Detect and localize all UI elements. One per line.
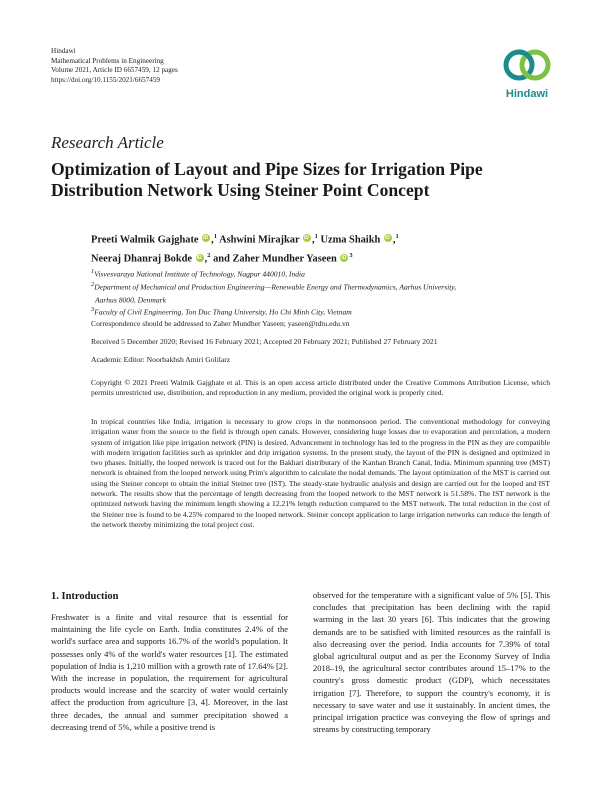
affiliation: $^3$Faculty of Civil Engineering, Ton Duc Thang University, Ho Chi Minh City, Vietnam — [91, 306, 352, 318]
volume-info: Volume 2021, Article ID 6657459, 12 pages — [51, 66, 178, 75]
orcid-icon[interactable] — [340, 254, 348, 262]
intro-right-column: observed for the temperature with a significant value of 5% [5]. This concludes that precipitation has been declining with the rapid warming in the last 30 years [6]. This indicates that the growing demands are to be satisfied with limited resources as the rainfall is also decreasing over the period. India accounts for 7.39% of total global agricultural output and as per the Economy Survey of India 2018–19, the agricultural sector contributes around 15–17% to the country's gross domestic product (GDP), which necessitates irrigation [7]. Therefore, to support the country's economy, it is necessary to save water and use it sustainably. In ancient times, the principal irrigation practice was conveying the flow of springs and streams by constructing temporary — [313, 590, 550, 735]
author-name[interactable]: and Zaher Mundher Yaseen — [213, 253, 337, 265]
affiliation: Aarhus 8000, Denmark — [95, 295, 166, 305]
abstract: In tropical countries like India, irrigation is necessary to grow crops in the nonmonsoon period. The conventional methodology for conveying irrigation water from the source to the field is through open canals. However, considering huge losses due to evaporation and percolation, a modern system of irrigation like pipe irrigation network (PIN) is desired. Advancement in technology has led to the progress in the PIN as they are compatible with modern irrigation facilities such as sprinkler and drip irrigation systems. In the present study, the layout of the PIN is designed and optimized in two phases. Initially, the looped network is traced out for the Bakhari distributary of the Kanhan Branch Canal, India. Minimum spanning tree (MST) network is obtained from the looped network using Prim's algorithm to calculate the nodal demands. The layout optimization of the MST is carried out using the Steiner concept to obtain the initial Steiner tree (IST). The steady-state hydraulic analysis and design are carried out for the looped and IST network. The results show that the percentage of length decreasing from the looped network to the MST network is 51.58%. The IST network is the optimized network having the minimum length showing a 12.21% length reduction compared to the MST network. The total reduction in the cost of the Steiner tree is found to be 4.25% compared to the looped network. Steiner concept application to large irrigation networks can reduce the length of the network thereby minimizing the total project cost. — [91, 417, 550, 529]
orcid-icon[interactable] — [202, 234, 210, 242]
publisher-name: Hindawi — [51, 47, 76, 55]
publication-dates: Received 5 December 2020; Revised 16 February 2021; Accepted 20 February 2021; Published 27 February 2021 — [91, 337, 438, 346]
author-line-2: Neeraj Dhanraj Bokde iD ,$^2$ and Zaher Mundher Yaseen iD $^3$ — [91, 248, 551, 267]
orcid-icon[interactable] — [303, 234, 311, 242]
author-name[interactable]: Preeti Walmik Gajghate — [91, 234, 199, 246]
author-line-1: Preeti Walmik Gajghate iD ,$^1$ Ashwini Mirajkar iD ,$^1$ Uzma Shaikh iD ,$^1$ — [91, 229, 551, 248]
orcid-icon[interactable] — [384, 234, 392, 242]
copyright-notice: Copyright © 2021 Preeti Walmik Gajghate et al. This is an open access article distributed under the Creative Commons Attribution License, which permits unrestricted use, distribution, and reproduction in any medium, provided the original work is properly cited. — [91, 378, 550, 398]
academic-editor: Academic Editor: Noorbakhsh Amiri Golilarz — [91, 355, 231, 364]
section-heading: 1. Introduction — [51, 591, 119, 602]
author-name[interactable]: Ashwini Mirajkar — [219, 234, 300, 246]
affiliation: $^1$Visvesvaraya National Institute of Technology, Nagpur 440010, India — [91, 268, 305, 279]
title-line-2: Distribution Network Using Steiner Point Concept — [51, 180, 430, 200]
hindawi-logo — [495, 44, 559, 104]
author-name[interactable]: Neeraj Dhanraj Bokde — [91, 253, 193, 265]
doi-link[interactable]: https://doi.org/10.1155/2021/6657459 — [51, 75, 161, 84]
affiliations — [91, 267, 561, 318]
title-line-1: Optimization of Layout and Pipe Sizes for Irrigation Pipe — [51, 159, 483, 179]
author-name[interactable]: Uzma Shaikh — [320, 234, 381, 246]
author-list — [91, 229, 551, 268]
article-type: Research Article — [51, 133, 164, 152]
orcid-icon[interactable] — [196, 254, 204, 262]
article-title — [51, 159, 551, 201]
hindawi-logo-icon — [495, 44, 559, 88]
correspondence: Correspondence should be addressed to Zaher Mundher Yaseen; yaseen@tdtu.edu.vn — [91, 319, 350, 328]
logo-wordmark: Hindawi — [505, 88, 549, 100]
affiliation: $^2$Department of Mechanical and Production Engineering—Renewable Energy and Thermodynamics, Aarhus University, — [91, 280, 457, 292]
journal-meta — [51, 47, 178, 85]
intro-left-column: Freshwater is a finite and vital resource that is essential for maintaining the life cycle on Earth. India constitutes 2.4% of the world's surface area and supports 16.7% of the world's population. It possesses only 4% of the world's water resources [1]. The estimated population of India is 1,210 million with a growth rate of 17.64% [2]. With the increase in population, the requirement for agricultural products would increase and the scarcity of water would certainly affect the production from agriculture [3, 4]. Moreover, in the last three decades, the annual and summer precipitation showed a decreasing trend of 5%, while a positive trend is — [51, 612, 288, 732]
journal-name: Mathematical Problems in Engineering — [51, 56, 164, 65]
